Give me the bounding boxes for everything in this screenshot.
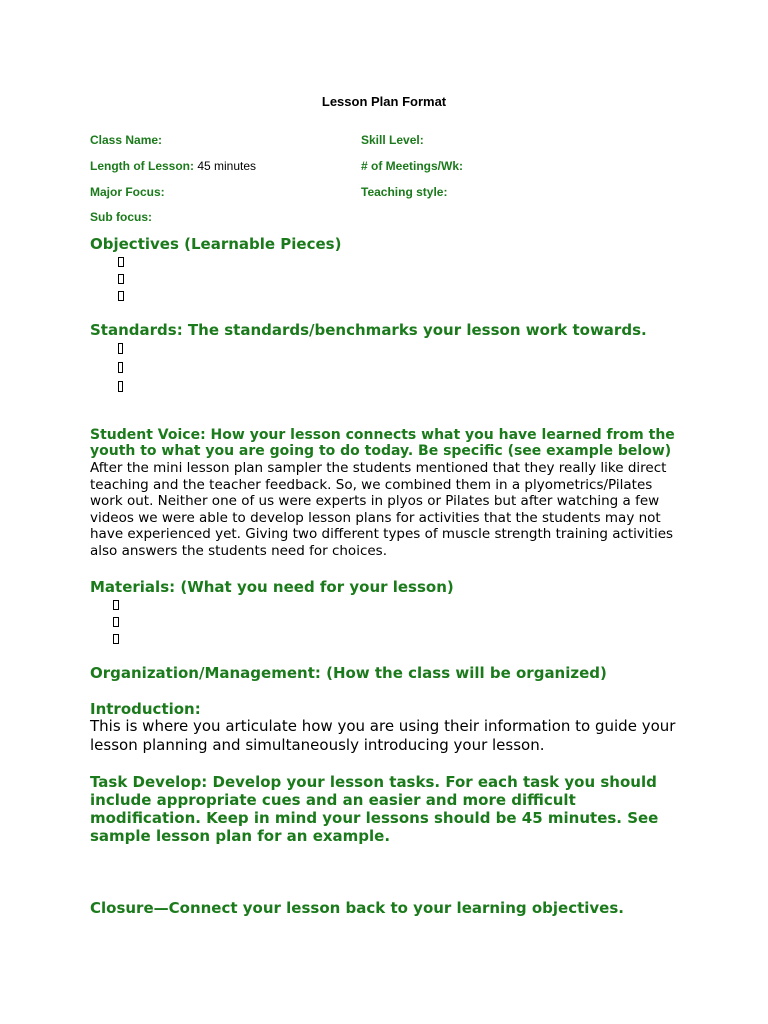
list-item <box>113 612 119 629</box>
materials-list <box>113 595 119 646</box>
meetings-per-week-field <box>361 159 463 173</box>
bullet-icon <box>118 257 124 267</box>
teaching-style-label: Teaching style: <box>361 185 448 199</box>
student-voice-body: After the mini lesson plan sampler the students mentioned that they really like direct teaching and the teacher feedback. So, we combined them in a plyometrics/Pilates work out. Neither one of us were experts in plyos or Pilates but after watching a few videos we were able to develop lesson plans for activities that the students may not have experienced yet. Giving two different types of muscle strength training activities also answers the students need for choices. <box>90 460 674 559</box>
bullet-icon <box>118 291 124 301</box>
list-item <box>118 377 123 396</box>
organization-heading: Organization/Management: (How the class will be organized) <box>90 664 607 682</box>
sub-focus-field <box>90 210 152 224</box>
class-name-field <box>90 133 162 147</box>
objectives-heading: Objectives (Learnable Pieces) <box>90 235 342 253</box>
bullet-icon <box>113 617 119 627</box>
list-item <box>118 252 124 269</box>
list-item <box>118 286 124 303</box>
skill-level-label: Skill Level: <box>361 133 424 147</box>
list-item <box>118 358 123 377</box>
introduction-heading: Introduction: <box>90 700 201 718</box>
closure-heading: Closure—Connect your lesson back to your learning objectives. <box>90 899 624 917</box>
list-item <box>113 595 119 612</box>
skill-level-field <box>361 133 424 147</box>
bullet-icon <box>118 362 123 373</box>
bullet-icon <box>118 381 123 392</box>
standards-heading: Standards: The standards/benchmarks your lesson work towards. <box>90 321 647 339</box>
page-title: Lesson Plan Format <box>321 94 447 109</box>
student-voice-heading: Student Voice: How your lesson connects what you have learned from the youth to what you are going to do today. Be specific (see example below) <box>90 427 675 459</box>
major-focus-label: Major Focus: <box>90 185 165 199</box>
meetings-per-week-label: # of Meetings/Wk: <box>361 159 464 173</box>
bullet-icon <box>113 634 119 644</box>
list-item <box>118 339 123 358</box>
task-develop-heading: Task Develop: Develop your lesson tasks. For each task you should include appropriate cues and an easier and more difficult modification. Keep in mind your lessons should be 45 minutes. See sample lesson plan for an example. <box>90 773 659 845</box>
length-of-lesson-value: 45 minutes <box>194 159 257 173</box>
bullet-icon <box>118 343 123 354</box>
bullet-icon <box>113 600 119 610</box>
bullet-icon <box>118 274 124 284</box>
major-focus-field <box>90 185 165 199</box>
list-item <box>118 269 124 286</box>
list-item <box>113 629 119 646</box>
materials-heading: Materials: (What you need for your lesson) <box>90 578 454 596</box>
sub-focus-label: Sub focus: <box>90 210 152 224</box>
objectives-list <box>118 252 124 303</box>
length-of-lesson-field <box>90 159 256 173</box>
introduction-body: This is where you articulate how you are using their information to guide your lesson planning and simultaneously introducing your lesson. <box>90 717 676 754</box>
class-name-label: Class Name: <box>90 133 163 147</box>
length-of-lesson-label: Length of Lesson: <box>90 159 194 173</box>
standards-list <box>118 339 123 396</box>
teaching-style-field <box>361 185 447 199</box>
